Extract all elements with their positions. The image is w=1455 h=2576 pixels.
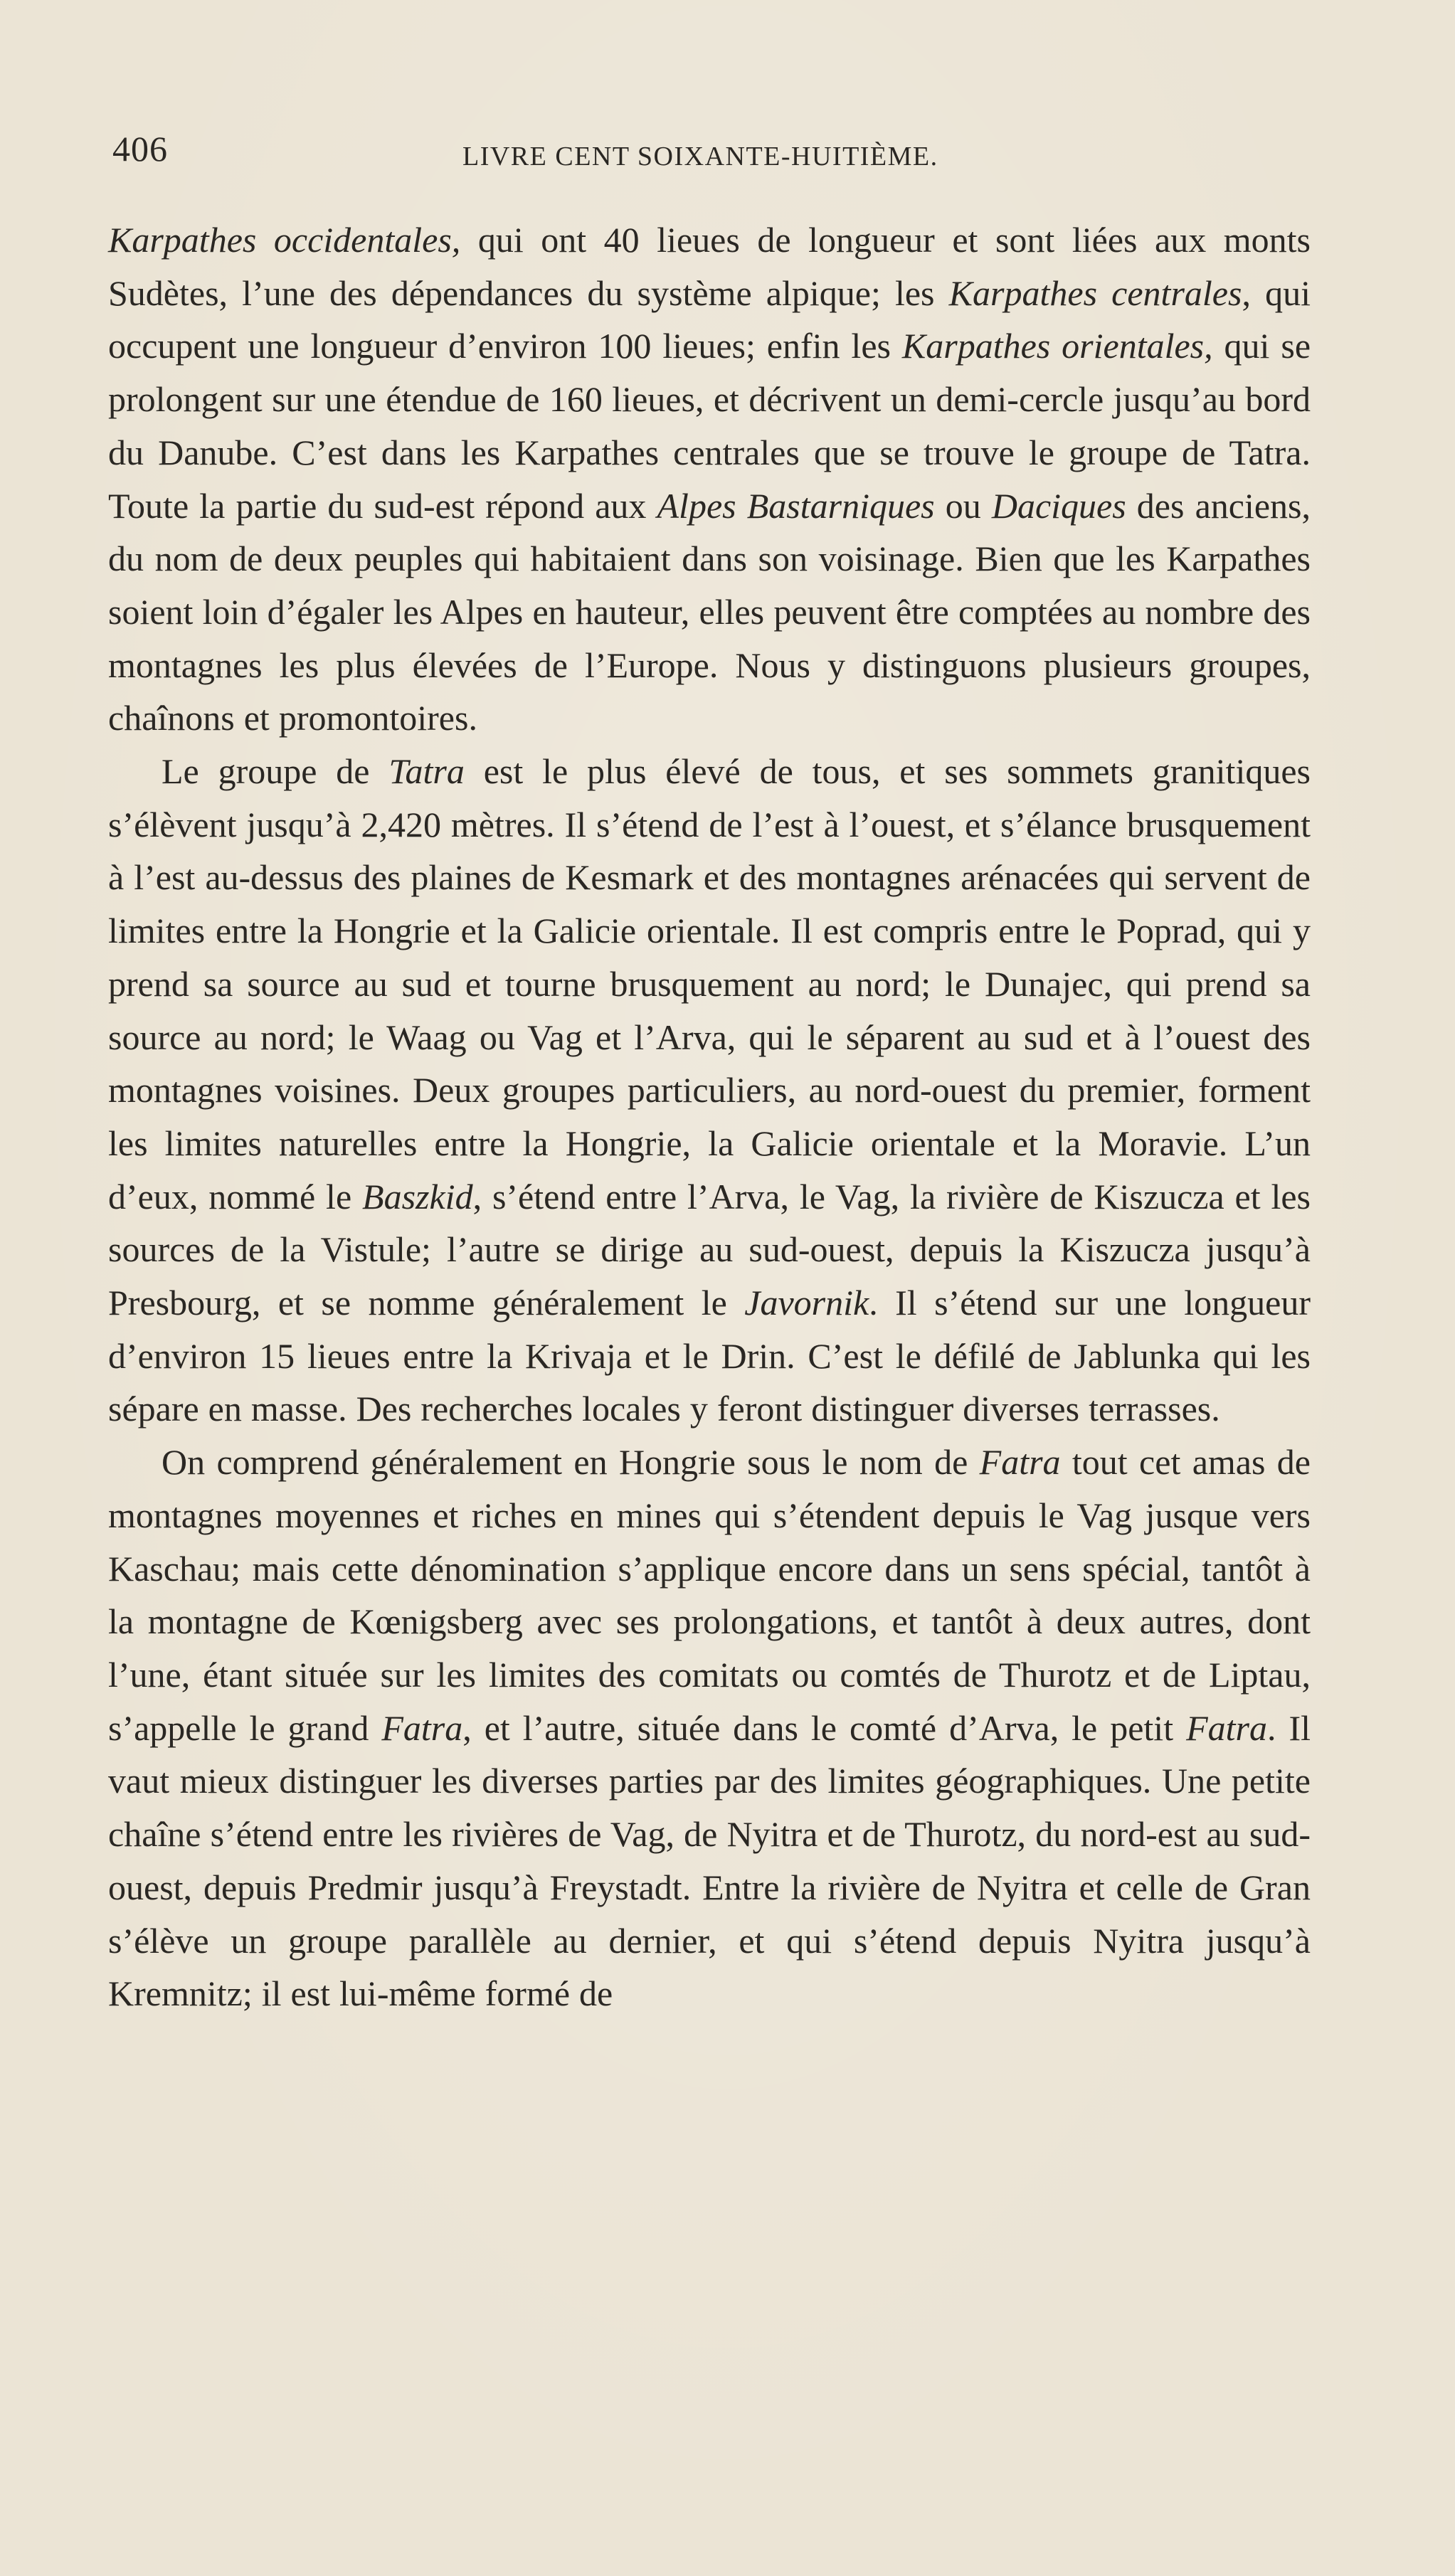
text-run: . Il s’étend sur une longueur d’environ 15 lieues entre la Krivaja et le Drin. C’est le défilé de Jablunka qui les sépare en masse. Des recherches locales y feront distinguer diverses terrasses. xyxy=(108,1283,1311,1429)
italic-term: Tatra xyxy=(388,751,465,792)
text-run: tout cet amas de montagnes moyennes et riches en mines qui s’étendent depuis le Vag jusque vers Kaschau; mais cette dénomination s’applique encore dans un sens spécial, tantôt à la montagne de Kœnigsberg avec ses prolongations, et tantôt à deux autres, dont l’une, étant située sur les limites des comitats ou comtés de Thurotz et de Liptau, s’appelle le grand xyxy=(108,1442,1311,1748)
paragraph-tatra-group xyxy=(108,745,1311,1436)
running-head xyxy=(112,128,988,178)
text-run: des anciens, du nom de deux peuples qui habitaient dans son voisinage. Bien que les Karpathes soient loin d’égaler les Alpes en hauteur, elles peuvent être comptées au nombre des montagnes les plus élevées de l’Europe. Nous y distinguons plusieurs groupes, chaînons et promontoires. xyxy=(108,485,1311,738)
text-run: , s’étend entre l’Arva, le Vag, la rivière de Kiszucza et les sources de la Vistule; l’autre se dirige au sud-ouest, depuis la Kiszucza jusqu’à Presbourg, et se nomme généralement le xyxy=(108,1176,1311,1323)
text-run: qui ont 40 lieues de longueur et sont liées aux monts Sudètes, l’une des dépendances du système alpique; les xyxy=(108,220,1311,313)
text-run: est le plus élevé de tous, et ses sommets granitiques s’élèvent jusqu’à 2,420 mètres. Il s’étend de l’est à l’ouest, et s’élance brusquement à l’est au-dessus des plaines de Kesmark et des montagnes arénacées qui servent de limites entre la Hongrie et la Galicie orientale. Il est compris entre le Poprad, qui y prend sa source au sud et tourne brusquement au nord; le Dunajec, qui prend sa source au nord; le Waag ou Vag et l’Arva, qui le séparent au sud et à l’ouest des montagnes voisines. Deux groupes particuliers, au nord-ouest du premier, forment les limites naturelles entre la Hongrie, la Galicie orientale et la Moravie. L’un d’eux, nommé le xyxy=(108,751,1311,1217)
page-number: 406 xyxy=(112,129,168,169)
paragraph-karpathes-divisions xyxy=(108,213,1311,745)
paragraph-fatra xyxy=(108,1436,1311,2020)
italic-term: Javornik xyxy=(744,1283,869,1323)
text-run: , qui occupent une longueur d’environ 100 lieues; enfin les xyxy=(108,272,1311,366)
body-text xyxy=(108,213,1311,2020)
text-run: On comprend généralement en Hongrie sous le nom de xyxy=(162,1442,980,1483)
italic-term: Karpathes centrales xyxy=(948,272,1242,313)
italic-term: Fatra xyxy=(1186,1707,1267,1748)
italic-term: Fatra xyxy=(381,1707,463,1748)
italic-term: Karpathes orientales, xyxy=(901,326,1213,366)
italic-term: Daciques xyxy=(991,485,1126,526)
running-title: LIVRE CENT SOIXANTE-HUITIÈME. xyxy=(462,142,938,171)
italic-term: Baszkid xyxy=(362,1176,473,1217)
text-run: . Il vaut mieux distinguer les diverses parties par des limites géographiques. Une petite chaîne s’étend entre les rivières de Vag, de Nyitra et de Thurotz, du nord-est au sud-ouest, depuis Predmir jusqu’à Freystadt. Entre la rivière de Nyitra et celle de Gran s’élève un groupe parallèle au dernier, et qui s’étend depuis Nyitra jusqu’à Kremnitz; il est lui-même formé de xyxy=(108,1707,1311,2014)
text-run: Le groupe de xyxy=(162,751,389,792)
italic-term: Fatra xyxy=(979,1442,1061,1483)
italic-term: Alpes Bastarniques xyxy=(657,485,935,526)
italic-term: Karpathes occidentales, xyxy=(108,220,461,260)
text-run: qui se prolongent sur une étendue de 160 lieues, et décrivent un demi-cercle jusqu’au bord du Danube. C’est dans les Karpathes centrales que se trouve le groupe de Tatra. Toute la partie du sud-est répond aux xyxy=(108,326,1311,526)
text-run: ou xyxy=(934,485,992,526)
text-run: , et l’autre, située dans le comté d’Arva, le petit xyxy=(462,1707,1187,1748)
